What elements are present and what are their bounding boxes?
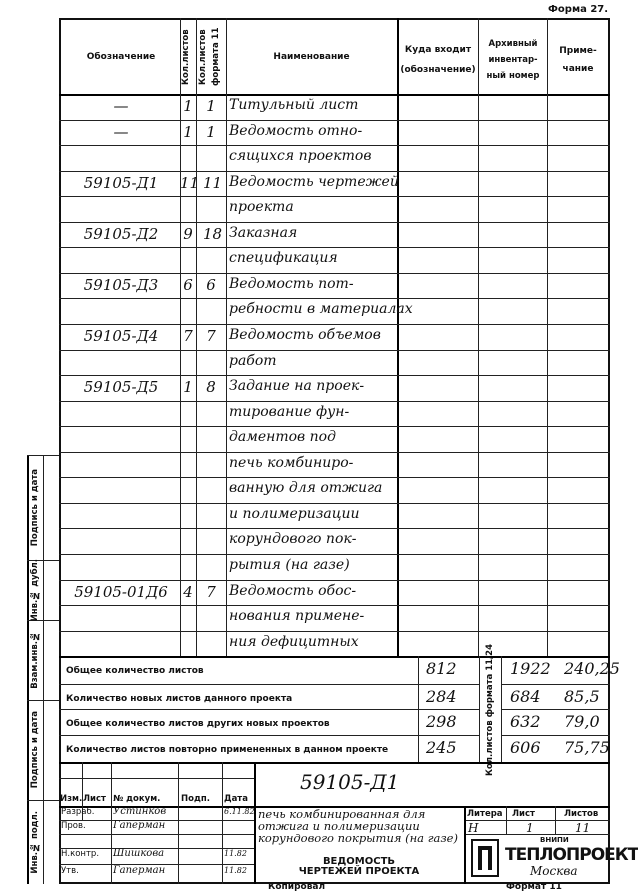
row-name: Задание на проек- (229, 378, 365, 395)
row-qty-format: 6 (206, 275, 216, 294)
stamp-code: 59105-Д1 (300, 770, 400, 794)
row-qty-format: 7 (206, 327, 216, 345)
stamp-role: Пров. (61, 821, 86, 831)
stamp-signer-name: Гаперман (113, 820, 166, 831)
summary-format-b: 240,25 (564, 659, 620, 678)
row-qty-format: 18 (203, 224, 223, 243)
row-name: корундового пок- (229, 531, 357, 548)
header-note: Приме- чание (559, 46, 597, 74)
row-designation: — (113, 122, 129, 141)
stamp-role: Разраб. (61, 807, 95, 817)
stamp-sheets-value: 11 (575, 821, 591, 835)
stamp-role: Утв. (61, 866, 79, 876)
row-name: тирование фун- (229, 403, 350, 420)
row-designation: 59105-Д4 (83, 327, 159, 345)
summary-format-b: 85,5 (564, 687, 600, 706)
row-name: ния дефицитных (229, 633, 359, 650)
summary-format-b: 79,0 (564, 712, 600, 731)
row-name: ванную для отжига (229, 480, 383, 497)
row-name: Ведомость обос- (229, 582, 357, 599)
row-name: Ведомость пот- (229, 275, 354, 292)
stamp-sheet-label: Лист (512, 809, 535, 819)
stamp-date: 11.82 (224, 866, 247, 875)
footer-format: Формат 11 (506, 882, 562, 892)
row-qty-sheets: 1 (183, 97, 193, 115)
summary-qty: 245 (426, 738, 457, 757)
stamp-title-hand: печь комбинированная для отжига и полимеризации корундового покрытия (на газе) (258, 807, 458, 845)
summary-label: Количество листов повторно примененных в данном проекте (66, 745, 389, 755)
row-name: спецификация (229, 250, 338, 267)
row-qty-sheets: 4 (183, 582, 193, 601)
row-name: Титульный лист (229, 97, 359, 113)
row-designation: 59105-Д3 (83, 275, 159, 294)
summary-format-a: 632 (510, 712, 541, 731)
summary-qty: 284 (426, 687, 457, 706)
stamp-column-header: Изм. (60, 794, 83, 804)
row-qty-sheets: 6 (183, 275, 193, 294)
stamp-litera-value: Н (468, 821, 479, 835)
side-sign-date-bottom: Подпись и дата (30, 711, 40, 789)
row-qty-format: 11 (203, 173, 223, 192)
row-qty-format: 7 (206, 582, 216, 601)
stamp-signer-name: Гаперман (113, 865, 166, 876)
row-designation: 59105-01Д6 (74, 582, 168, 601)
summary-label: Общее количество листов (66, 666, 204, 676)
summary-format-a: 1922 (510, 659, 551, 678)
summary-label: Количество новых листов данного проекта (66, 694, 293, 704)
org-name: ТЕПЛОПРОЕКТ (505, 845, 638, 865)
stamp-column-header: № докум. (113, 794, 161, 804)
header-where-used: Куда входит (обозначение) (400, 45, 476, 75)
summary-format-a: 606 (510, 738, 541, 757)
row-name: даментов под (229, 429, 336, 446)
row-name: Заказная (229, 224, 298, 241)
row-designation: — (113, 97, 129, 115)
stamp-column-header: Лист (83, 794, 106, 804)
row-qty-sheets: 7 (183, 327, 193, 345)
header-designation: Обозначение (86, 52, 156, 62)
row-qty-sheets: 1 (183, 378, 193, 397)
side-orig-inv: Инв.№ подл. (30, 810, 40, 874)
org-small-label: ВНИПИ (540, 836, 569, 844)
summary-label: Общее количество листов других новых проектов (66, 719, 330, 729)
header-qty-format: Кол.листов формата 11 (198, 27, 221, 87)
stamp-litera-label: Литера (467, 809, 503, 819)
summary-format-a: 684 (510, 687, 541, 706)
header-name: Наименование (273, 52, 350, 62)
row-name: рытия (на газе) (229, 556, 350, 573)
stamp-title: ВЕДОМОСТЬ ЧЕРТЕЖЕЙ ПРОЕКТА (298, 856, 420, 877)
stamp-role: Н.контр. (61, 849, 100, 859)
row-qty-format: 8 (206, 378, 216, 397)
row-name: печь комбиниро- (229, 454, 354, 471)
row-name: Ведомость отно- (229, 122, 363, 139)
summary-qty: 298 (426, 712, 457, 731)
stamp-sheets-label: Листов (564, 809, 599, 819)
stamp-sheet-value: 1 (526, 821, 534, 835)
row-designation: 59105-Д1 (83, 173, 159, 192)
side-dup-inv: Инв.№ дубл. (30, 558, 40, 622)
row-name: Ведомость чертежей (229, 173, 399, 190)
row-name: нования примене- (229, 608, 365, 624)
row-name: и полимеризации (229, 505, 360, 522)
row-qty-sheets: 11 (180, 173, 200, 192)
form-label: Форма 27. (548, 4, 609, 15)
stamp-date: 11.82 (224, 849, 247, 858)
stamp-column-header: Дата (224, 794, 248, 804)
side-replace-inv: Взам.инв.№ (30, 631, 40, 689)
row-qty-format: 1 (206, 122, 216, 141)
row-name: проекта (229, 199, 294, 216)
footer-copied: Копировал (268, 882, 326, 892)
stamp-signer-name: Устинков (113, 806, 167, 817)
summary-qty: 812 (426, 659, 457, 678)
stamp-date: 6.11.82 (224, 807, 255, 816)
stamp-signer-name: Шишкова (113, 848, 165, 859)
row-designation: 59105-Д2 (83, 224, 159, 243)
header-qty-sheets: Кол.листов (181, 29, 191, 85)
header-archive: Архивный инвентар- ный номер (486, 39, 540, 81)
side-sign-date-top: Подпись и дата (30, 468, 40, 547)
row-name: работ (229, 352, 277, 369)
row-designation: 59105-Д5 (83, 378, 159, 397)
row-qty-format: 1 (206, 97, 216, 115)
org-city: Москва (530, 864, 578, 878)
row-qty-sheets: 1 (183, 122, 193, 141)
row-qty-sheets: 9 (183, 224, 193, 243)
row-name: сящихся проектов (229, 148, 372, 165)
row-name: Ведомость объемов (229, 327, 381, 343)
stamp-column-header: Подп. (181, 794, 210, 804)
summary-vertical-label: Кол.листов формата 11/24 (485, 644, 495, 776)
organization-logo (470, 838, 500, 878)
row-name: ребности в материалах (229, 301, 413, 318)
summary-format-b: 75,75 (564, 738, 610, 757)
